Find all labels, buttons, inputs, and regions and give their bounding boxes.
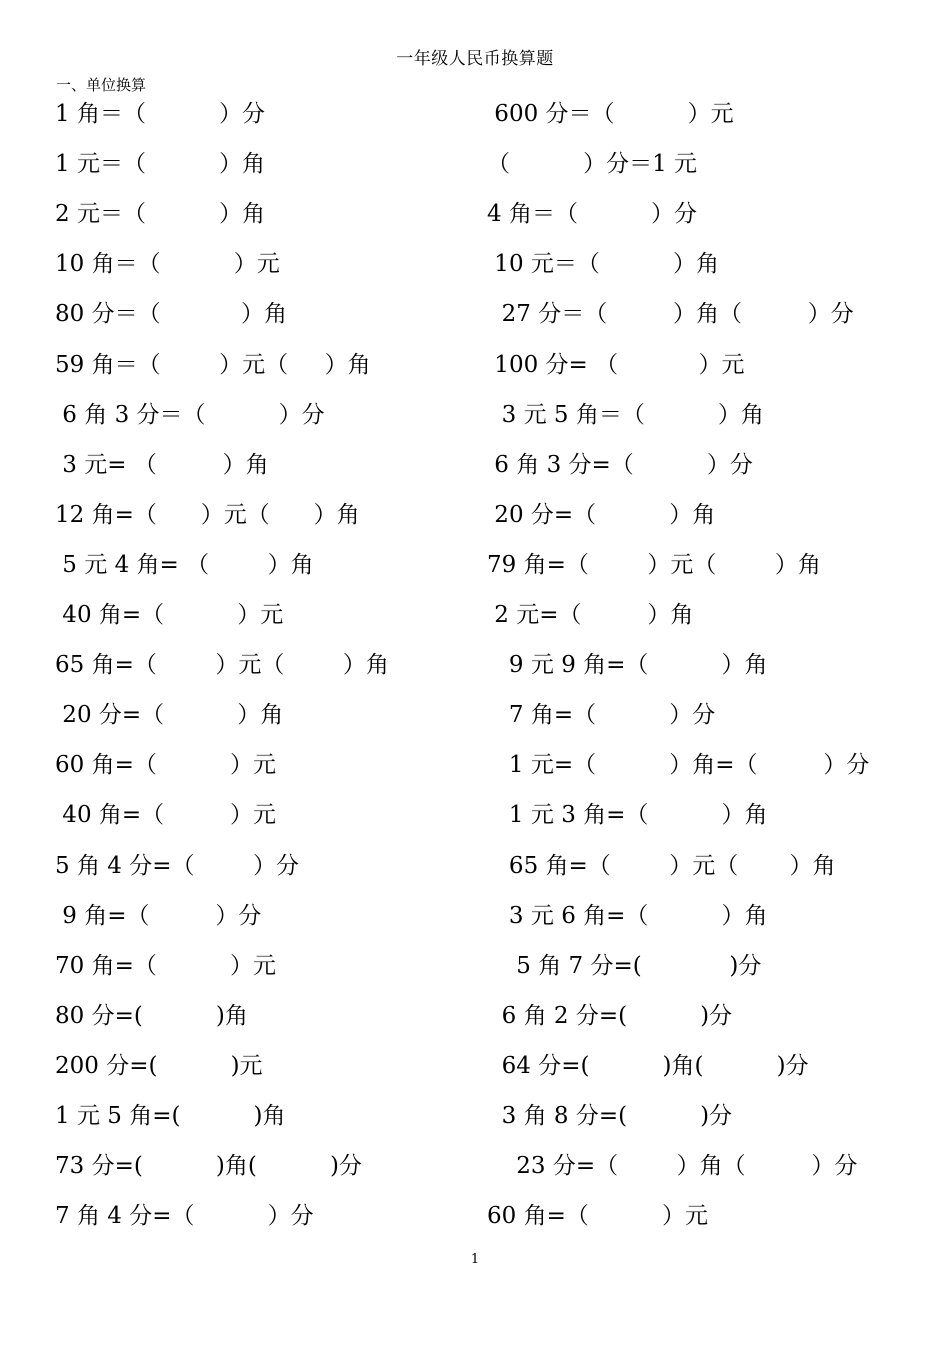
exercise-right-1: 600 分＝（ ）元 bbox=[487, 101, 734, 127]
section-heading: 一、单位换算 bbox=[56, 76, 147, 94]
exercise-left-17: 9 角=（ ）分 bbox=[55, 903, 262, 929]
exercise-left-5: 80 分＝（ ）角 bbox=[55, 301, 287, 327]
exercise-right-13: 7 角=（ ）分 bbox=[487, 702, 716, 728]
exercise-right-4: 10 元＝（ ）角 bbox=[487, 251, 719, 277]
exercise-right-2: （ ）分＝1 元 bbox=[487, 151, 698, 177]
exercise-left-14: 60 角=（ ）元 bbox=[55, 752, 276, 778]
exercise-left-7: 6 角 3 分＝（ ）分 bbox=[55, 402, 325, 428]
exercise-right-5: 27 分＝（ ）角（ ）分 bbox=[487, 301, 854, 327]
exercise-left-4: 10 角＝（ ）元 bbox=[55, 251, 280, 277]
exercise-right-17: 3 元 6 角=（ ）角 bbox=[487, 903, 768, 929]
exercise-right-22: 23 分=（ ）角（ ）分 bbox=[487, 1153, 858, 1179]
exercise-left-12: 65 角=（ ）元（ ）角 bbox=[55, 652, 389, 678]
exercise-left-6: 59 角＝（ ）元（ ）角 bbox=[55, 352, 371, 378]
page-title: 一年级人民币换算题 bbox=[396, 49, 554, 69]
exercise-right-8: 6 角 3 分=（ ）分 bbox=[487, 452, 753, 478]
exercise-left-8: 3 元= （ ）角 bbox=[55, 452, 269, 478]
exercise-right-18: 5 角 7 分=( )分 bbox=[487, 953, 762, 979]
exercise-left-20: 200 分=( )元 bbox=[55, 1053, 263, 1079]
exercise-left-10: 5 元 4 角= （ ）角 bbox=[55, 552, 314, 578]
exercise-left-15: 40 角=（ ）元 bbox=[55, 802, 276, 828]
exercise-right-9: 20 分=（ ）角 bbox=[487, 502, 716, 528]
exercise-right-15: 1 元 3 角=（ ）角 bbox=[487, 802, 768, 828]
exercise-right-19: 6 角 2 分=( )分 bbox=[487, 1003, 733, 1029]
exercise-left-16: 5 角 4 分=（ ）分 bbox=[55, 853, 299, 879]
exercise-right-12: 9 元 9 角=（ ）角 bbox=[487, 652, 768, 678]
exercise-right-20: 64 分=( )角( )分 bbox=[487, 1053, 809, 1079]
exercise-left-23: 7 角 4 分=（ ）分 bbox=[55, 1203, 314, 1229]
exercise-left-9: 12 角=（ ）元（ ）角 bbox=[55, 502, 360, 528]
exercise-right-14: 1 元=（ ）角=（ ）分 bbox=[487, 752, 870, 778]
exercise-right-16: 65 角=（ ）元（ ）角 bbox=[487, 853, 836, 879]
page-number: 1 bbox=[470, 1252, 480, 1267]
exercise-left-3: 2 元＝（ ）角 bbox=[55, 201, 266, 227]
exercise-left-11: 40 角=（ ）元 bbox=[55, 602, 284, 628]
exercise-right-7: 3 元 5 角＝（ ）角 bbox=[487, 402, 764, 428]
exercise-left-22: 73 分=( )角( )分 bbox=[55, 1153, 362, 1179]
exercise-left-19: 80 分=( )角 bbox=[55, 1003, 248, 1029]
exercise-right-10: 79 角=（ ）元（ ）角 bbox=[487, 552, 821, 578]
exercise-right-23: 60 角=（ ）元 bbox=[487, 1203, 708, 1229]
exercise-right-3: 4 角＝（ ）分 bbox=[487, 201, 698, 227]
exercise-right-21: 3 角 8 分=( )分 bbox=[487, 1103, 733, 1129]
exercise-right-6: 100 分= （ ）元 bbox=[487, 352, 745, 378]
exercise-left-2: 1 元＝（ ）角 bbox=[55, 151, 266, 177]
exercise-left-1: 1 角＝（ ）分 bbox=[55, 101, 266, 127]
exercise-right-11: 2 元=（ ）角 bbox=[487, 602, 694, 628]
exercise-left-18: 70 角=（ ）元 bbox=[55, 953, 276, 979]
exercise-left-13: 20 分=（ ）角 bbox=[55, 702, 284, 728]
exercise-left-21: 1 元 5 角=( )角 bbox=[55, 1103, 286, 1129]
